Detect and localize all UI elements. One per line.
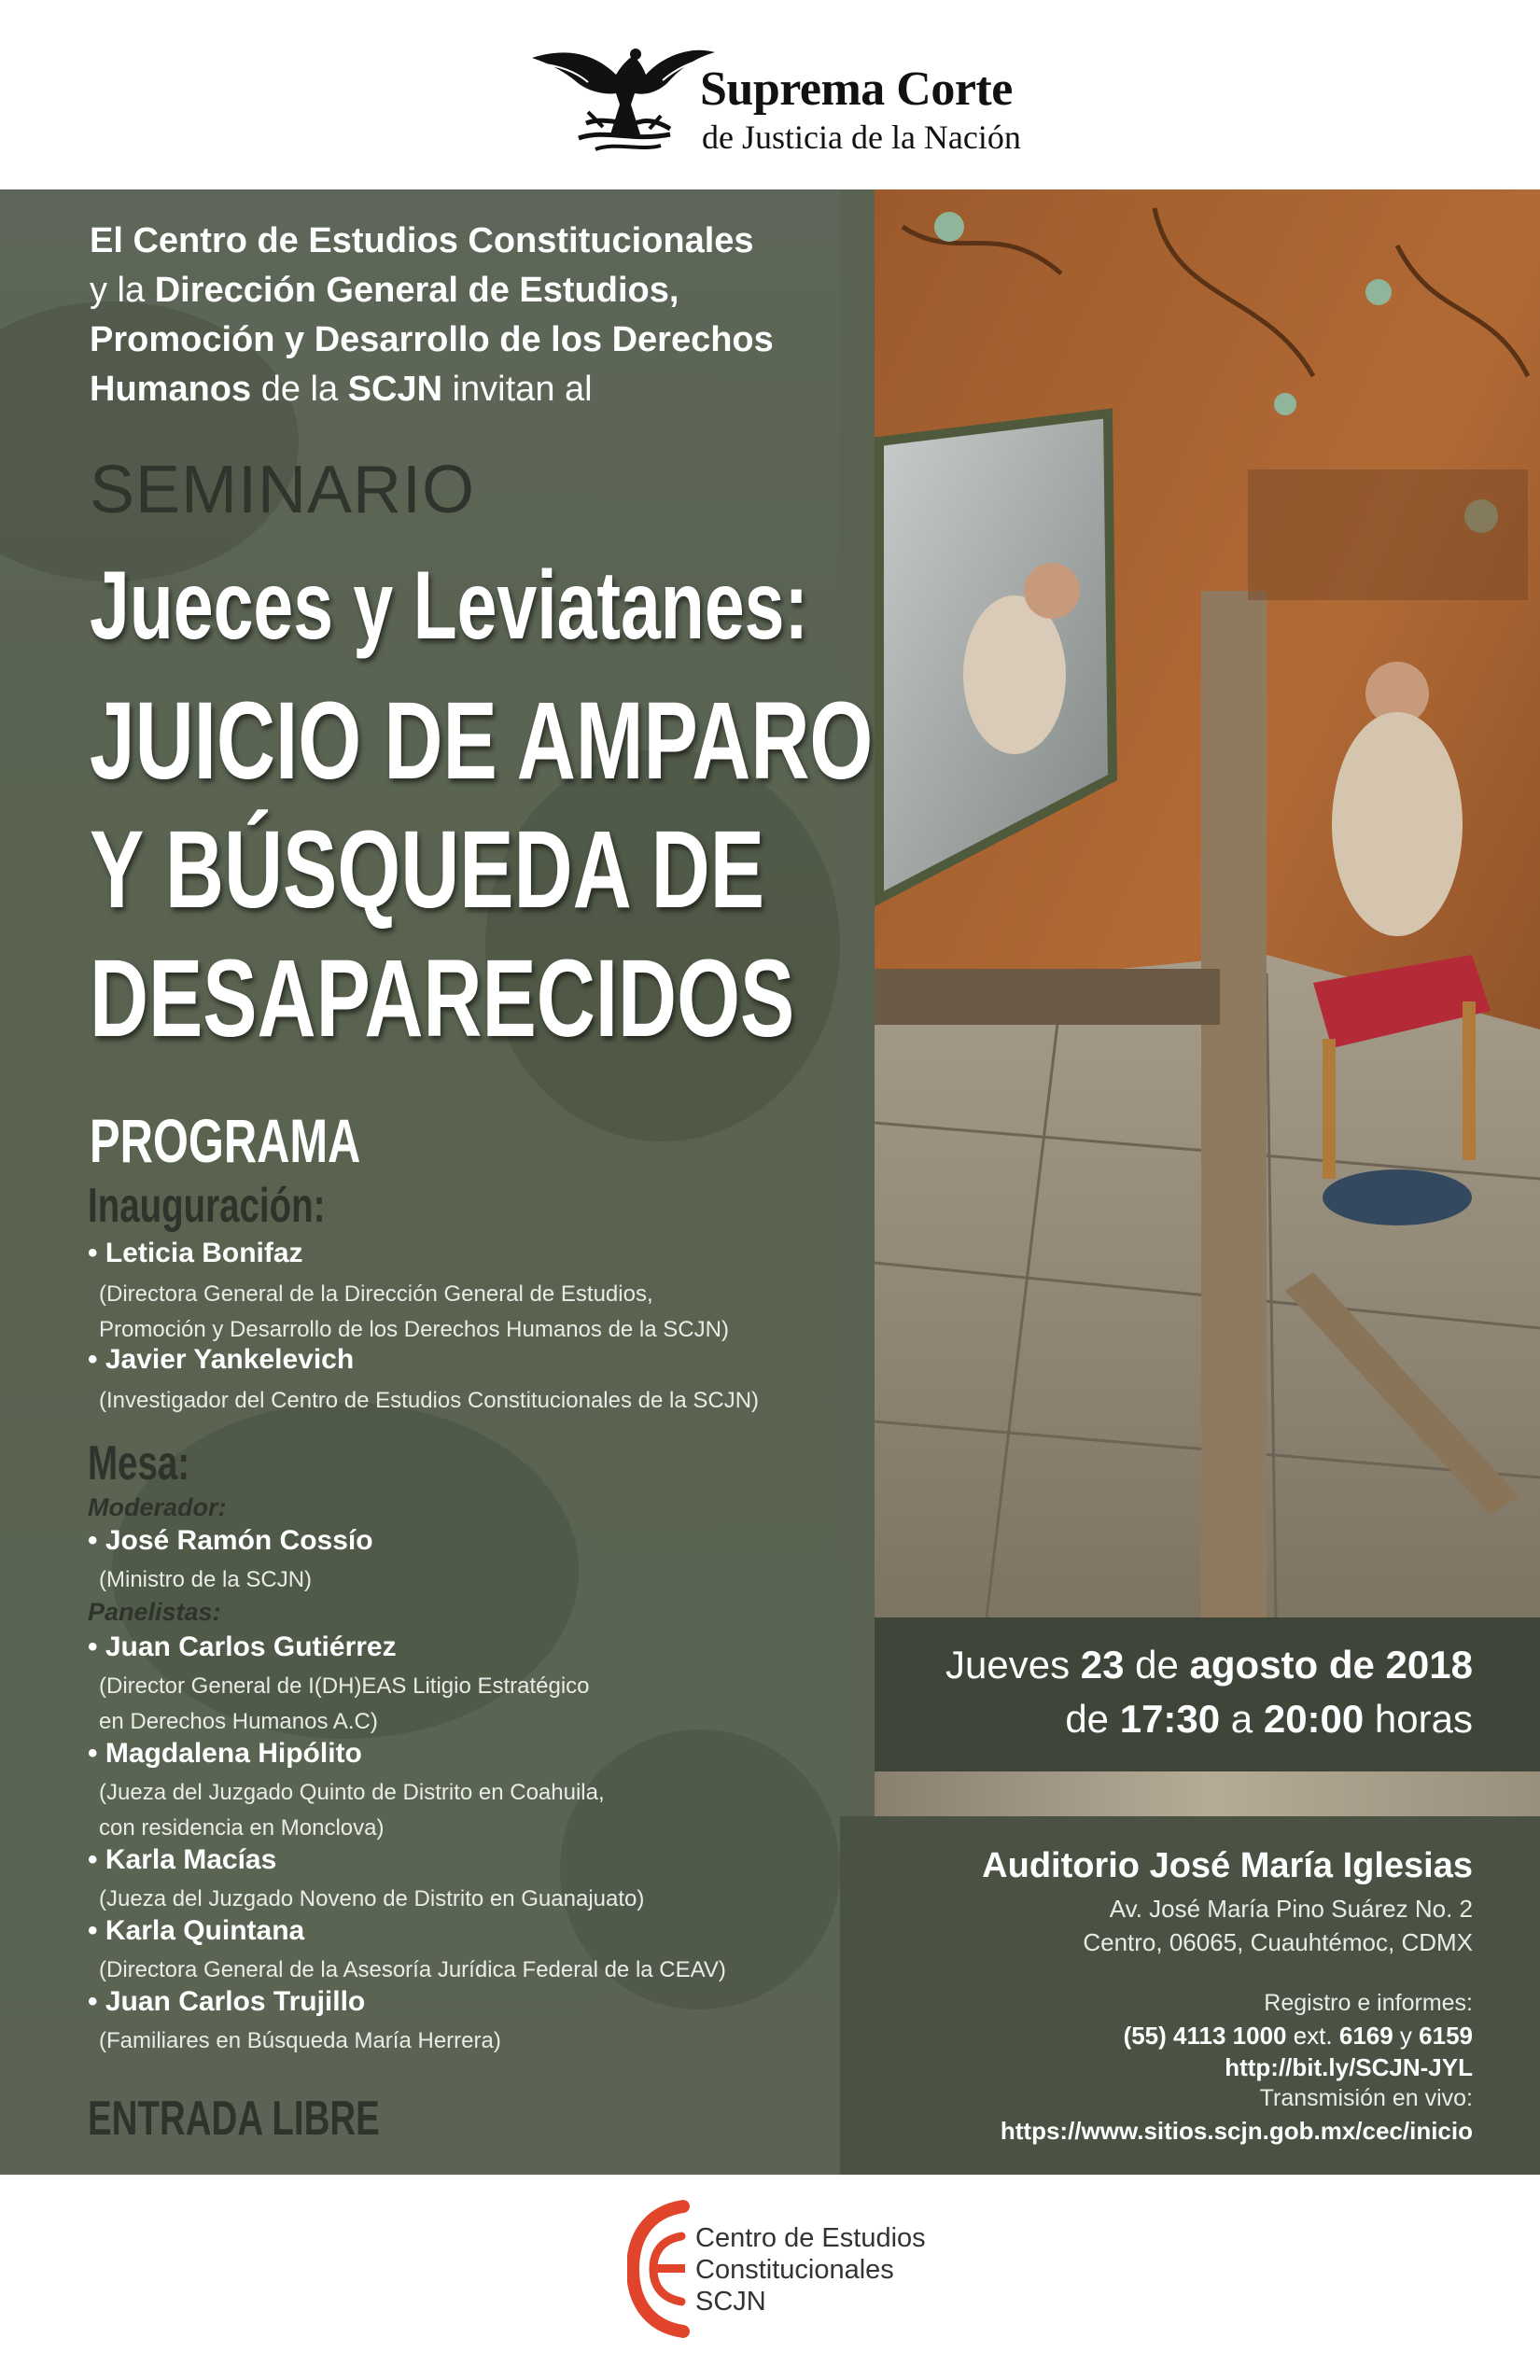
panelist-name: • Karla Quintana [88, 1915, 305, 1946]
event-title-line3: Y BÚSQUEDA DE [90, 808, 764, 931]
intro-text [90, 217, 836, 414]
event-title-line2: JUICIO DE AMPARO [90, 679, 874, 803]
event-title-line1: Jueces y Leviatanes: [90, 552, 809, 660]
date-band [875, 1617, 1540, 1771]
cec-name-line1: Centro de Estudios [695, 2223, 926, 2253]
program-heading: PROGRAMA [90, 1106, 361, 1175]
panelist-description: (Familiares en Búsqueda María Herrera) [99, 2028, 501, 2053]
date-connector: de [1124, 1643, 1190, 1687]
time-prefix: de [1065, 1697, 1120, 1741]
venue-address-line2: Centro, 06065, Cuauhtémoc, CDMX [1083, 1928, 1473, 1956]
panelists-label: Panelistas: [88, 1598, 221, 1626]
panelist-name: • Juan Carlos Trujillo [88, 1986, 366, 2017]
panel-heading: Mesa: [88, 1436, 190, 1491]
panelist-description: con residencia en Monclova) [99, 1815, 385, 1841]
panelist-name: • Magdalena Hipólito [88, 1738, 362, 1769]
cec-name-line2: Constitucionales [695, 2255, 894, 2285]
livestream-link[interactable]: https://www.sitios.scjn.gob.mx/cec/inicio [1000, 2117, 1473, 2145]
panelist-description: en Derechos Humanos A.C) [99, 1709, 378, 1734]
intro-org-dg-cont: Promoción y Desarrollo de los Derechos [90, 320, 774, 359]
livestream-label: Transmisión en vivo: [1259, 2085, 1473, 2111]
panelist-name: • Karla Macías [88, 1844, 277, 1875]
speaker-description: Promoción y Desarrollo de los Derechos Humanos de la SCJN) [99, 1317, 729, 1342]
speaker-description: (Directora General de la Dirección General de Estudios, [99, 1281, 653, 1307]
artwork-painting [875, 189, 1540, 1617]
venue-name: Auditorio José María Iglesias [982, 1846, 1473, 1885]
cec-name-line3: SCJN [695, 2287, 766, 2317]
date-prefix: Jueves [945, 1643, 1081, 1687]
phone-number: (55) 4113 1000 [1123, 2022, 1287, 2050]
venue-address-line1: Av. José María Pino Suárez No. 2 [1109, 1895, 1473, 1923]
speaker-description: (Investigador del Centro de Estudios Constitucionales de la SCJN) [99, 1388, 760, 1413]
speaker-name: • Javier Yankelevich [88, 1344, 355, 1375]
panelist-description: (Directora General de la Asesoría Jurídica Federal de la CEAV) [99, 1957, 726, 1982]
inauguration-heading: Inauguración: [88, 1179, 326, 1233]
event-time [1065, 1697, 1473, 1742]
speaker-name: • Leticia Bonifaz [88, 1238, 303, 1268]
extension-2: 6159 [1419, 2022, 1473, 2050]
date-month-year: agosto de 2018 [1189, 1643, 1473, 1687]
time-end: 20:00 [1263, 1697, 1365, 1741]
intro-connector: y la [90, 271, 155, 310]
free-entry-note: ENTRADA LIBRE [88, 2092, 380, 2146]
date-day: 23 [1080, 1643, 1125, 1687]
panelist-description: (Director General de I(DH)EAS Litigio Estratégico [99, 1673, 590, 1699]
moderator-name: • José Ramón Cossío [88, 1525, 373, 1556]
extension-1: 6169 [1338, 2022, 1393, 2050]
event-title-line4: DESAPARECIDOS [90, 937, 795, 1060]
intro-humanos: Humanos [90, 370, 252, 409]
intro-org-dg: Dirección General de Estudios, [154, 271, 679, 310]
registration-label: Registro e informes: [1264, 1990, 1473, 2016]
org-name-line2: de Justicia de la Nación [702, 119, 1021, 156]
intro-connector: de la [251, 370, 348, 409]
ext-label: ext. [1286, 2022, 1339, 2050]
time-start: 17:30 [1119, 1697, 1221, 1741]
intro-org-cec: El Centro de Estudios Constitucionales [90, 221, 754, 260]
panelist-description: (Jueza del Juzgado Quinto de Distrito en Coahuila, [99, 1780, 605, 1805]
event-date [945, 1643, 1473, 1687]
artwork-image [875, 189, 1540, 1617]
eagle-emblem-logo [530, 37, 717, 159]
ext-connector: y [1393, 2022, 1420, 2050]
registration-link[interactable]: http://bit.ly/SCJN-JYL [1225, 2053, 1473, 2081]
event-type: SEMINARIO [90, 453, 476, 527]
intro-invite: invitan al [442, 370, 593, 409]
panelist-name: • Juan Carlos Gutiérrez [88, 1631, 397, 1662]
panelist-description: (Jueza del Juzgado Noveno de Distrito en Guanajuato) [99, 1886, 645, 1911]
intro-scjn: SCJN [347, 370, 443, 409]
moderator-label: Moderador: [88, 1493, 227, 1521]
org-name-line1: Suprema Corte [700, 63, 1013, 116]
artwork-strip [875, 1771, 1540, 1816]
registration-phone [1124, 2022, 1473, 2051]
cec-logo-icon [627, 2199, 693, 2339]
time-connector: a [1220, 1697, 1264, 1741]
moderator-description: (Ministro de la SCJN) [99, 1567, 313, 1592]
time-suffix: horas [1364, 1697, 1473, 1741]
